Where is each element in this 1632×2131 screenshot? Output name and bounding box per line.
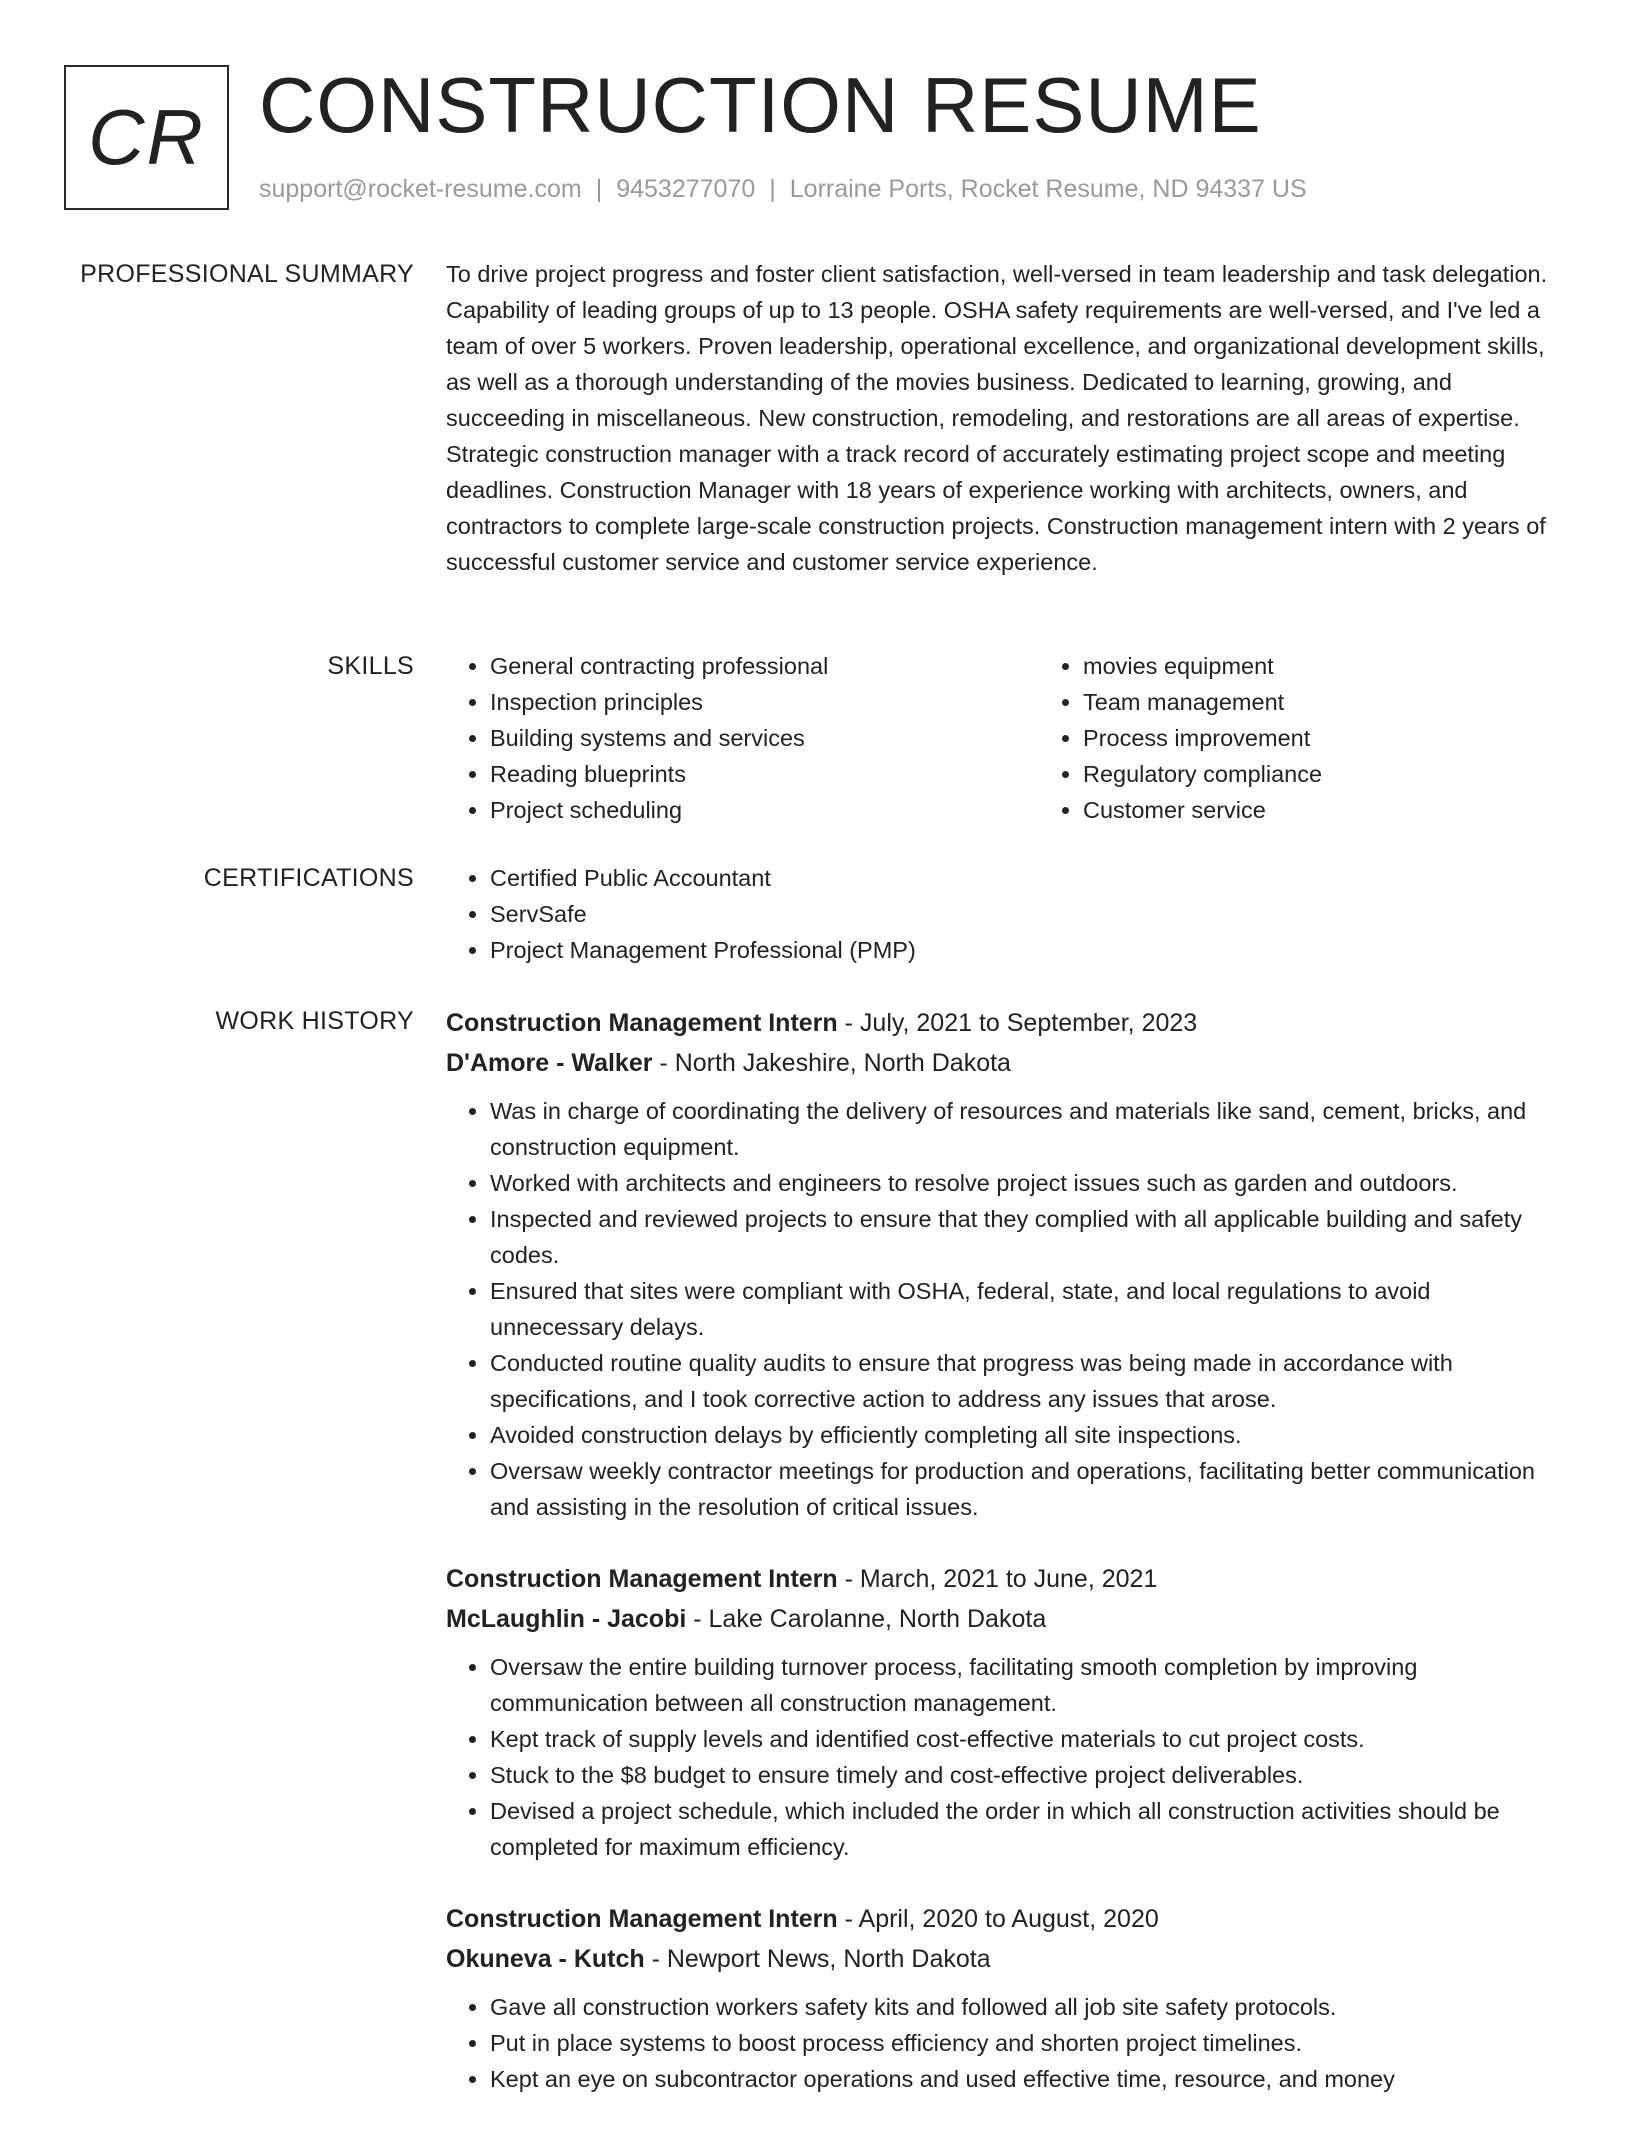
job-duty: • Ensured that sites were compliant with OSHA, federal, state, and local regulations to avoid unnecessary delays. — [490, 1273, 1566, 1345]
certification-item: • Certified Public Accountant — [490, 860, 1566, 896]
job-entry — [446, 1899, 1566, 2097]
job-title-line — [446, 1559, 1566, 1599]
job-dates: - March, 2021 to June, 2021 — [844, 1565, 1158, 1593]
job-company-line — [446, 1939, 1566, 1979]
job-entry — [446, 1003, 1566, 1525]
skills-list-left — [446, 648, 1039, 828]
monogram-logo: CR — [64, 65, 229, 210]
job-duty: • Kept an eye on subcontractor operations and used effective time, resource, and money — [490, 2061, 1566, 2097]
job-duty: • Inspected and reviewed projects to ensure that they complied with all applicable building and safety codes. — [490, 1201, 1566, 1273]
job-duty: • Put in place systems to boost process efficiency and shorten project timelines. — [490, 2025, 1566, 2061]
contact-line — [259, 175, 1307, 204]
job-company: McLaughlin - Jacobi — [446, 1605, 687, 1633]
skill-item: • Team management — [1083, 684, 1632, 720]
job-duty: • Oversaw the entire building turnover process, facilitating smooth completion by improving communication between all construction management. — [490, 1649, 1566, 1721]
job-duty: • Avoided construction delays by efficiently completing all site inspections. — [490, 1417, 1566, 1453]
job-company-line — [446, 1599, 1566, 1639]
job-location: - North Jakeshire, North Dakota — [659, 1049, 1011, 1077]
job-duties-list — [446, 1989, 1566, 2097]
skill-item: • Project scheduling — [490, 792, 1039, 828]
skill-item: • Customer service — [1083, 792, 1632, 828]
job-title: Construction Management Intern — [446, 1565, 838, 1593]
skills-section — [64, 648, 1566, 828]
job-duty: • Stuck to the $8 budget to ensure timely and cost-effective project deliverables. — [490, 1757, 1566, 1793]
contact-address: Lorraine Ports, Rocket Resume, ND 94337 US — [789, 175, 1307, 203]
job-duty: • Devised a project schedule, which included the order in which all construction activities should be completed for maximum efficiency. — [490, 1793, 1566, 1865]
skill-item: • Process improvement — [1083, 720, 1632, 756]
job-company-line — [446, 1043, 1566, 1083]
job-duty: • Worked with architects and engineers to resolve project issues such as garden and outdoors. — [490, 1165, 1566, 1201]
job-location: - Newport News, North Dakota — [651, 1945, 991, 1973]
skill-item: • Building systems and services — [490, 720, 1039, 756]
job-title-line — [446, 1899, 1566, 1939]
skill-item: • Regulatory compliance — [1083, 756, 1632, 792]
skills-list-right — [1039, 648, 1632, 828]
resume-header — [64, 61, 1564, 210]
summary-text: To drive project progress and foster client satisfaction, well-versed in team leadership and task delegation. Capability of leading groups of up to 13 people. OSHA safety requirements are well-versed, and I've led a team of over 5 workers. Proven leadership, operational excellence, and organizational development skills, as well as a thorough understanding of the movies business. Dedicated to learning, growing, and succeeding in miscellaneous. New construction, remodeling, and restorations are all areas of expertise. Strategic construction manager with a track record of accurately estimating project scope and meeting deadlines. Construction Manager with 18 years of experience working with architects, owners, and contractors to complete large-scale construction projects. Construction management intern with 2 years of successful customer service and customer service experience. — [446, 261, 1548, 575]
work-history-section — [64, 1003, 1566, 2131]
section-heading-summary: PROFESSIONAL SUMMARY — [80, 260, 414, 288]
job-duty: • Gave all construction workers safety kits and followed all job site safety protocols. — [490, 1989, 1566, 2025]
section-heading-skills: SKILLS — [327, 652, 414, 680]
job-duty: • Oversaw weekly contractor meetings for production and operations, facilitating better communication and assisting in the resolution of critical issues. — [490, 1453, 1566, 1525]
job-duty: • Was in charge of coordinating the delivery of resources and materials like sand, cement, bricks, and construction equipment. — [490, 1093, 1566, 1165]
contact-separator: | — [769, 175, 776, 203]
skill-item: • Reading blueprints — [490, 756, 1039, 792]
certification-item: • Project Management Professional (PMP) — [490, 932, 1566, 968]
summary-section — [64, 256, 1566, 580]
job-location: - Lake Carolanne, North Dakota — [693, 1605, 1047, 1633]
skill-item: • General contracting professional — [490, 648, 1039, 684]
certification-item: • ServSafe — [490, 896, 1566, 932]
job-dates: - July, 2021 to September, 2023 — [844, 1009, 1198, 1037]
contact-email[interactable]: support@rocket-resume.com — [259, 175, 582, 203]
job-title-line — [446, 1003, 1566, 1043]
section-heading-certifications: CERTIFICATIONS — [203, 864, 414, 892]
skill-item: • movies equipment — [1083, 648, 1632, 684]
contact-phone[interactable]: 9453277070 — [616, 175, 756, 203]
job-dates: - April, 2020 to August, 2020 — [844, 1905, 1159, 1933]
job-title: Construction Management Intern — [446, 1009, 838, 1037]
job-entry — [446, 1559, 1566, 1865]
job-duty: • Kept track of supply levels and identified cost-effective materials to cut project costs. — [490, 1721, 1566, 1757]
skill-item: • Inspection principles — [490, 684, 1039, 720]
certifications-section — [64, 860, 1566, 968]
job-company: Okuneva - Kutch — [446, 1945, 645, 1973]
job-title: Construction Management Intern — [446, 1905, 838, 1933]
skills-grid — [446, 648, 1632, 828]
resume-title: CONSTRUCTION RESUME — [259, 61, 1262, 149]
job-duties-list — [446, 1093, 1566, 1525]
certifications-list — [446, 860, 1566, 968]
job-company: D'Amore - Walker — [446, 1049, 653, 1077]
job-duties-list — [446, 1649, 1566, 1865]
contact-separator: | — [595, 175, 603, 203]
section-heading-work-history: WORK HISTORY — [215, 1007, 414, 1035]
job-duty: • Conducted routine quality audits to ensure that progress was being made in accordance with specifications, and I took corrective action to address any issues that arose. — [490, 1345, 1566, 1417]
